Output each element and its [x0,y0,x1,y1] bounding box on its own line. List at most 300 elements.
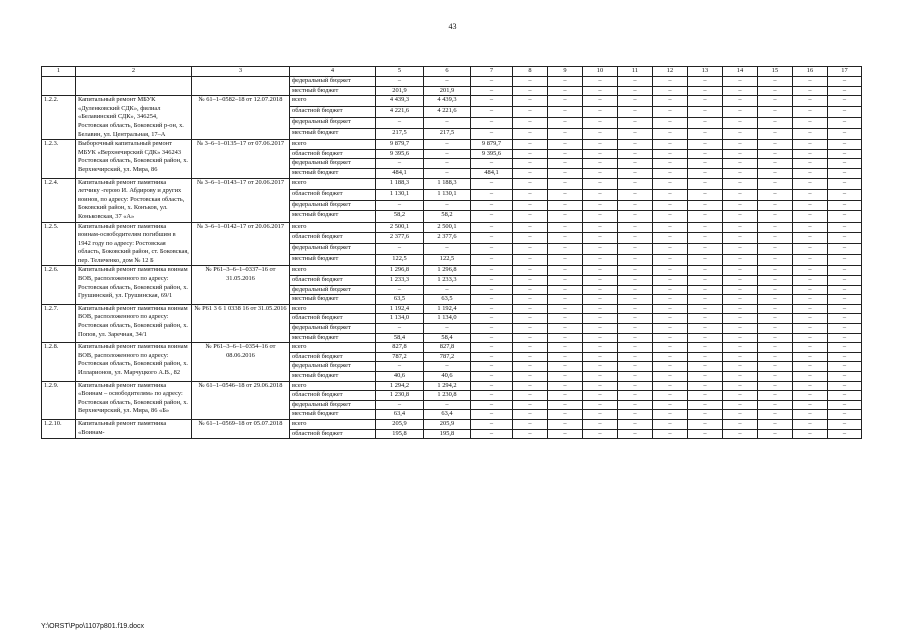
amount-cell: – [653,244,688,255]
amount-cell: – [758,304,793,314]
amount-cell: – [548,410,583,420]
amount-cell: – [758,295,793,305]
amount-cell: 40,6 [376,372,424,382]
amount-cell: – [793,400,828,410]
funding-source-cell: всего [290,266,376,276]
amount-cell: – [723,178,758,189]
amount-cell: – [583,222,618,233]
amount-cell: – [471,381,513,391]
table-row [42,419,862,429]
amount-cell: – [653,372,688,382]
amount-cell: – [471,129,513,140]
amount-cell: – [653,400,688,410]
amount-cell: – [688,86,723,96]
amount-cell: – [793,333,828,343]
column-header: 9 [548,67,583,77]
amount-cell: – [688,333,723,343]
amount-cell: – [548,429,583,439]
amount-cell: – [758,276,793,286]
amount-cell: – [376,244,424,255]
amount-cell: – [793,304,828,314]
amount-cell: – [793,324,828,334]
amount-cell: – [583,211,618,222]
amount-cell: – [653,333,688,343]
amount-cell: – [424,168,471,178]
amount-cell: – [583,372,618,382]
amount-cell: – [376,159,424,169]
amount-cell: – [688,381,723,391]
amount-cell: – [376,200,424,211]
amount-cell: – [424,77,471,87]
amount-cell: – [723,222,758,233]
funding-source-cell: местный бюджет [290,295,376,305]
amount-cell: – [723,285,758,295]
amount-cell: – [653,222,688,233]
amount-cell: – [653,304,688,314]
amount-cell: 201,9 [376,86,424,96]
amount-cell: – [424,118,471,129]
item-number-cell: 1.2.10. [42,419,76,438]
amount-cell: – [618,276,653,286]
amount-cell: – [688,324,723,334]
amount-cell: – [793,244,828,255]
amount-cell: – [688,285,723,295]
amount-cell: – [471,333,513,343]
amount-cell: – [688,295,723,305]
amount-cell: – [548,255,583,266]
empty-cell [192,77,290,96]
amount-cell: – [688,222,723,233]
amount-cell: – [723,129,758,140]
item-name-cell: Капитальный ремонт памятника воинам ВОВ, расположенного по адресу: Ростовская область, Боковский район, х. Илларионов, ул. Марчуцкого А.В., 82 [76,343,192,381]
amount-cell: 1 296,8 [424,266,471,276]
amount-cell: – [758,222,793,233]
amount-cell: 122,5 [424,255,471,266]
amount-cell: – [723,118,758,129]
amount-cell: – [758,352,793,362]
amount-cell: 1 192,4 [376,304,424,314]
amount-cell: – [688,362,723,372]
amount-cell: – [653,362,688,372]
amount-cell: – [513,381,548,391]
amount-cell: 1 294,2 [376,381,424,391]
amount-cell: – [793,352,828,362]
amount-cell: – [548,86,583,96]
amount-cell: 484,1 [471,168,513,178]
amount-cell: – [513,324,548,334]
amount-cell: 2 377,6 [376,233,424,244]
amount-cell: – [793,189,828,200]
amount-cell: – [618,372,653,382]
amount-cell: – [758,77,793,87]
amount-cell: – [618,381,653,391]
table-row [42,343,862,353]
amount-cell: – [583,168,618,178]
funding-source-cell: всего [290,343,376,353]
amount-cell: – [653,178,688,189]
amount-cell: 1 134,0 [376,314,424,324]
amount-cell: – [723,140,758,150]
amount-cell: – [583,118,618,129]
amount-cell: – [583,244,618,255]
amount-cell: – [828,96,862,107]
amount-cell: – [653,96,688,107]
amount-cell: – [471,304,513,314]
page-number: 43 [448,22,457,31]
amount-cell: – [723,86,758,96]
amount-cell: – [471,255,513,266]
column-header: 16 [793,67,828,77]
amount-cell: – [513,295,548,305]
amount-cell: – [793,233,828,244]
amount-cell: – [548,189,583,200]
amount-cell: – [618,255,653,266]
amount-cell: – [548,343,583,353]
amount-cell: – [513,410,548,420]
amount-cell: – [758,324,793,334]
amount-cell: – [723,352,758,362]
amount-cell: – [583,324,618,334]
amount-cell: – [828,304,862,314]
amount-cell: – [828,266,862,276]
amount-cell: – [548,381,583,391]
amount-cell: – [424,140,471,150]
amount-cell: – [513,149,548,159]
amount-cell: 1 134,0 [424,314,471,324]
amount-cell: – [583,381,618,391]
amount-cell: – [513,352,548,362]
funding-source-cell: всего [290,96,376,107]
amount-cell: – [583,362,618,372]
item-name-cell: Выборочный капитальный ремонт МБУК «Верхнечирский СДК» 346243 Ростовская область, Боковский район, х. Верхнечирский, ул. Мира, 86 [76,140,192,178]
amount-cell: 1 130,1 [376,189,424,200]
amount-cell: – [618,189,653,200]
column-header: 10 [583,67,618,77]
item-number-cell: 1.2.2. [42,96,76,140]
amount-cell: – [758,86,793,96]
amount-cell: 787,2 [376,352,424,362]
amount-cell: 63,5 [376,295,424,305]
amount-cell: – [758,244,793,255]
amount-cell: – [548,324,583,334]
amount-cell: – [758,96,793,107]
amount-cell: – [376,400,424,410]
amount-cell: – [548,222,583,233]
amount-cell: – [471,362,513,372]
amount-cell: – [688,189,723,200]
table-row [42,222,862,233]
amount-cell: 4 439,3 [424,96,471,107]
amount-cell: – [723,200,758,211]
amount-cell: – [723,159,758,169]
amount-cell: – [793,419,828,429]
item-number-cell: 1.2.3. [42,140,76,178]
amount-cell: – [688,304,723,314]
amount-cell: – [618,200,653,211]
amount-cell: – [471,189,513,200]
amount-cell: – [618,244,653,255]
amount-cell: – [618,391,653,401]
amount-cell: – [376,285,424,295]
amount-cell: – [513,419,548,429]
document-number-cell: № Р61–3–6–1–0354–16 от 08.06.2016 [192,343,290,381]
amount-cell: 205,9 [424,419,471,429]
amount-cell: – [618,149,653,159]
amount-cell: – [618,324,653,334]
document-number-cell: № Р61–3–6–1–0337–16 от 31.05.2016 [192,266,290,304]
amount-cell: – [723,324,758,334]
amount-cell: – [793,118,828,129]
amount-cell: 827,8 [424,343,471,353]
amount-cell: 1 188,3 [376,178,424,189]
amount-cell: – [583,149,618,159]
amount-cell: – [376,77,424,87]
amount-cell: – [723,314,758,324]
amount-cell: – [828,285,862,295]
amount-cell: – [548,168,583,178]
amount-cell: – [583,419,618,429]
amount-cell: 122,5 [376,255,424,266]
funding-source-cell: местный бюджет [290,129,376,140]
amount-cell: – [548,295,583,305]
amount-cell: – [793,285,828,295]
table-row [42,96,862,107]
amount-cell: – [758,410,793,420]
table-row [42,381,862,391]
column-header: 7 [471,67,513,77]
amount-cell: – [548,372,583,382]
amount-cell: – [618,400,653,410]
amount-cell: – [424,324,471,334]
item-number-cell: 1.2.5. [42,222,76,266]
amount-cell: – [618,118,653,129]
amount-cell: – [653,410,688,420]
amount-cell: – [424,200,471,211]
amount-cell: – [618,159,653,169]
column-header: 13 [688,67,723,77]
amount-cell: – [653,295,688,305]
amount-cell: – [471,410,513,420]
amount-cell: – [471,96,513,107]
column-header: 15 [758,67,793,77]
table-row [42,178,862,189]
amount-cell: 58,2 [424,211,471,222]
amount-cell: – [513,314,548,324]
funding-source-cell: местный бюджет [290,86,376,96]
amount-cell: – [653,86,688,96]
amount-cell: – [758,429,793,439]
amount-cell: – [758,149,793,159]
amount-cell: – [583,86,618,96]
amount-cell: – [793,96,828,107]
column-header: 11 [618,67,653,77]
funding-source-cell: федеральный бюджет [290,118,376,129]
amount-cell: – [723,429,758,439]
amount-cell: – [758,107,793,118]
amount-cell: – [583,233,618,244]
amount-cell: – [828,324,862,334]
amount-cell: – [758,362,793,372]
empty-cell [76,77,192,96]
amount-cell: – [828,159,862,169]
amount-cell: – [793,168,828,178]
amount-cell: – [688,372,723,382]
amount-cell: – [653,276,688,286]
amount-cell: – [828,362,862,372]
amount-cell: – [828,244,862,255]
amount-cell: – [653,255,688,266]
amount-cell: – [828,333,862,343]
column-header: 17 [828,67,862,77]
amount-cell: – [583,140,618,150]
item-name-cell: Капитальный ремонт памятника воинам-освободителям погибшим в 1942 году по адресу: Ростовская область, Боковский район, ст. Боковская, пер. Теличенко, дом № 12 Б [76,222,192,266]
funding-source-cell: местный бюджет [290,211,376,222]
amount-cell: – [723,244,758,255]
amount-cell: – [688,118,723,129]
amount-cell: – [583,304,618,314]
column-header: 6 [424,67,471,77]
amount-cell: – [618,429,653,439]
amount-cell: – [513,96,548,107]
amount-cell: 2 500,1 [376,222,424,233]
funding-source-cell: областной бюджет [290,233,376,244]
amount-cell: 4 221,6 [376,107,424,118]
amount-cell: – [471,266,513,276]
amount-cell: – [471,200,513,211]
item-name-cell: Капитальный ремонт памятника воинам ВОВ, расположенного по адресу: Ростовская область, Боковский район, х. Попов, ул. Заречная, 34/1 [76,304,192,342]
amount-cell: – [828,86,862,96]
amount-cell: – [793,178,828,189]
amount-cell: – [653,149,688,159]
amount-cell: – [618,140,653,150]
amount-cell: – [376,118,424,129]
amount-cell: – [513,168,548,178]
amount-cell: – [653,168,688,178]
amount-cell: – [653,129,688,140]
amount-cell: – [688,107,723,118]
amount-cell: – [828,233,862,244]
table-row [42,266,862,276]
amount-cell: – [471,77,513,87]
amount-cell: – [583,352,618,362]
amount-cell: 9 395,6 [376,149,424,159]
amount-cell: – [471,211,513,222]
amount-cell: – [618,211,653,222]
amount-cell: – [723,333,758,343]
amount-cell: – [548,419,583,429]
amount-cell: 1 233,3 [424,276,471,286]
table-row [42,77,862,87]
amount-cell: – [513,429,548,439]
amount-cell: 1 230,8 [376,391,424,401]
amount-cell: – [583,410,618,420]
amount-cell: 9 395,6 [471,149,513,159]
amount-cell: – [828,314,862,324]
amount-cell: – [793,107,828,118]
empty-cell [42,77,76,96]
amount-cell: – [471,86,513,96]
amount-cell: – [618,129,653,140]
amount-cell: – [723,255,758,266]
amount-cell: – [653,211,688,222]
amount-cell: – [688,410,723,420]
funding-source-cell: областной бюджет [290,276,376,286]
amount-cell: – [471,352,513,362]
amount-cell: – [513,244,548,255]
column-header: 2 [76,67,192,77]
amount-cell: 484,1 [376,168,424,178]
amount-cell: – [583,189,618,200]
item-name-cell: Капитальный ремонт памятника летчику -герою И. Абдирову и других воинов, по адресу: Ростовская область, Боковский район, х. Конъков, ул. Коньковская, 37 «А» [76,178,192,222]
amount-cell: – [688,159,723,169]
amount-cell: 787,2 [424,352,471,362]
funding-source-cell: областной бюджет [290,391,376,401]
amount-cell: – [758,255,793,266]
amount-cell: – [548,77,583,87]
column-header: 3 [192,67,290,77]
amount-cell: – [688,276,723,286]
amount-cell: – [723,400,758,410]
amount-cell: 58,4 [376,333,424,343]
amount-cell: – [758,372,793,382]
amount-cell: – [513,276,548,286]
amount-cell: – [723,304,758,314]
amount-cell: – [513,159,548,169]
amount-cell: – [583,429,618,439]
amount-cell: 63,4 [376,410,424,420]
document-number-cell: № 61–1–0569–18 от 05.07.2018 [192,419,290,438]
amount-cell: – [471,372,513,382]
amount-cell: 1 230,8 [424,391,471,401]
item-name-cell: Капитальный ремонт МБУК «Дуленковский СДК», филиал «Белавинский СДК», 346254, Ростовская область, Боковский р-он, х. Белавин, ул. Центральная, 17–А [76,96,192,140]
amount-cell: 2 500,1 [424,222,471,233]
amount-cell: – [471,343,513,353]
item-number-cell: 1.2.8. [42,343,76,381]
amount-cell: – [758,159,793,169]
amount-cell: 9 879,7 [471,140,513,150]
budget-table [41,66,862,439]
amount-cell: – [688,314,723,324]
amount-cell: – [828,129,862,140]
amount-cell: – [793,295,828,305]
amount-cell: – [653,266,688,276]
amount-cell: – [548,211,583,222]
funding-source-cell: федеральный бюджет [290,400,376,410]
amount-cell: – [513,400,548,410]
amount-cell: – [376,324,424,334]
amount-cell: – [513,372,548,382]
amount-cell: – [548,362,583,372]
amount-cell: – [513,233,548,244]
amount-cell: – [688,140,723,150]
funding-source-cell: областной бюджет [290,189,376,200]
amount-cell: – [653,419,688,429]
amount-cell: – [828,211,862,222]
amount-cell: – [548,266,583,276]
table-row [42,140,862,150]
amount-cell: – [723,189,758,200]
amount-cell: – [583,343,618,353]
amount-cell: 217,5 [376,129,424,140]
amount-cell: – [471,178,513,189]
amount-cell: – [513,285,548,295]
amount-cell: – [688,178,723,189]
funding-source-cell: всего [290,178,376,189]
amount-cell: – [548,96,583,107]
amount-cell: – [471,400,513,410]
amount-cell: 1 294,2 [424,381,471,391]
amount-cell: – [828,222,862,233]
